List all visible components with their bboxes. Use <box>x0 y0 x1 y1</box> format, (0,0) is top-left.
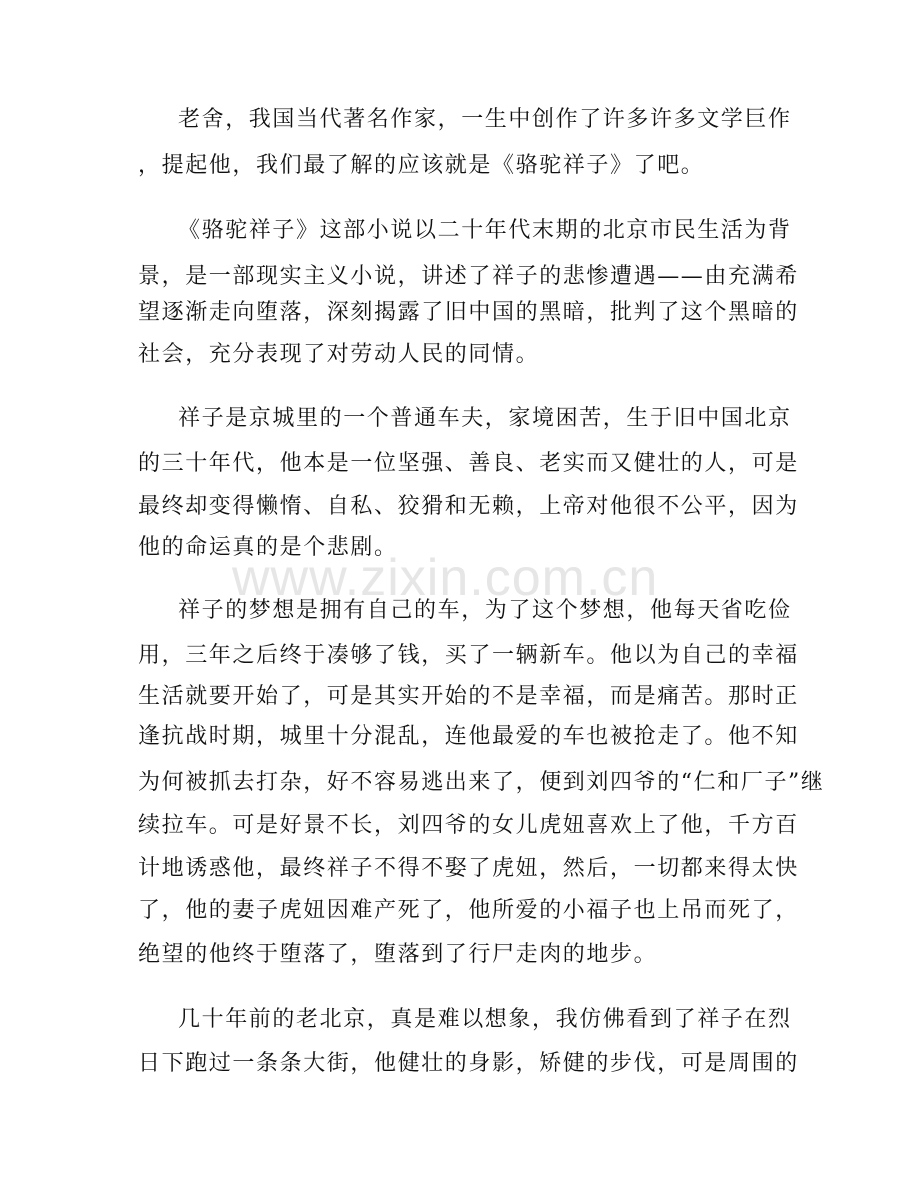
paragraph-4-line-6: 续拉车。可是好景不长，刘四爷的女儿虎妞喜欢上了他，千方百 <box>138 813 799 838</box>
paragraph-4-line-9: 绝望的他终于堕落了，堕落到了行尸走肉的地步。 <box>138 942 658 967</box>
paragraph-4-line-4: 逢抗战时期，城里十分混乱，连他最爱的车也被抢走了。他不知 <box>138 724 799 749</box>
paragraph-3-line-2: 的三十年代，他本是一位坚强、善良、老实而又健壮的人，可是 <box>138 451 799 476</box>
paragraph-2-line-3: 望逐渐走向堕落，深刻揭露了旧中国的黑暗，批判了这个黑暗的 <box>138 300 799 325</box>
paragraph-2-line-4: 社会，充分表现了对劳动人民的同情。 <box>138 342 540 367</box>
paragraph-3-line-1: 祥子是京城里的一个普通车夫，家境困苦，生于旧中国北京 <box>178 406 792 431</box>
paragraph-4-line-8: 了，他的妻子虎妞因难产死了，他所爱的小福子也上吊而死了， <box>138 898 799 923</box>
paragraph-2-line-1: 《骆驼祥子》这部小说以二十年代末期的北京市民生活为背 <box>178 218 792 243</box>
paragraph-2-line-2: 景，是一部现实主义小说，讲述了祥子的悲惨遭遇——由充满希 <box>138 264 799 289</box>
paragraph-1-line-1: 老舍，我国当代著名作家，一生中创作了许多许多文学巨作 <box>178 107 792 132</box>
paragraph-4-line-1: 祥子的梦想是拥有自己的车，为了这个梦想，他每天省吃俭 <box>178 598 792 623</box>
watermark: www.zixin.com.cn <box>232 549 659 607</box>
paragraph-3-line-4: 他的命运真的是个悲剧。 <box>138 535 398 560</box>
paragraph-4-line-2: 用，三年之后终于凑够了钱，买了一辆新车。他以为自己的幸福 <box>138 643 799 668</box>
paragraph-4-line-7: 计地诱惑他，最终祥子不得不娶了虎妞，然后，一切都来得太快 <box>138 856 799 881</box>
paragraph-3-line-3: 最终却变得懒惰、自私、狡猾和无赖，上帝对他很不公平，因为 <box>138 494 799 519</box>
paragraph-4-line-3: 生活就要开始了，可是其实开始的不是幸福，而是痛苦。那时正 <box>138 684 799 709</box>
paragraph-5-line-2: 日下跑过一条条大街，他健壮的身影，矫健的步伐，可是周围的 <box>138 1051 799 1076</box>
paragraph-1-line-2: ，提起他，我们最了解的应该就是《骆驼祥子》了吧。 <box>138 153 705 178</box>
paragraph-4-line-5: 为何被抓去打杂，好不容易逃出来了，便到刘四爷的“仁和厂子”继 <box>138 770 825 795</box>
paragraph-5-line-1: 几十年前的老北京，真是难以想象，我仿佛看到了祥子在烈 <box>178 1007 792 1032</box>
